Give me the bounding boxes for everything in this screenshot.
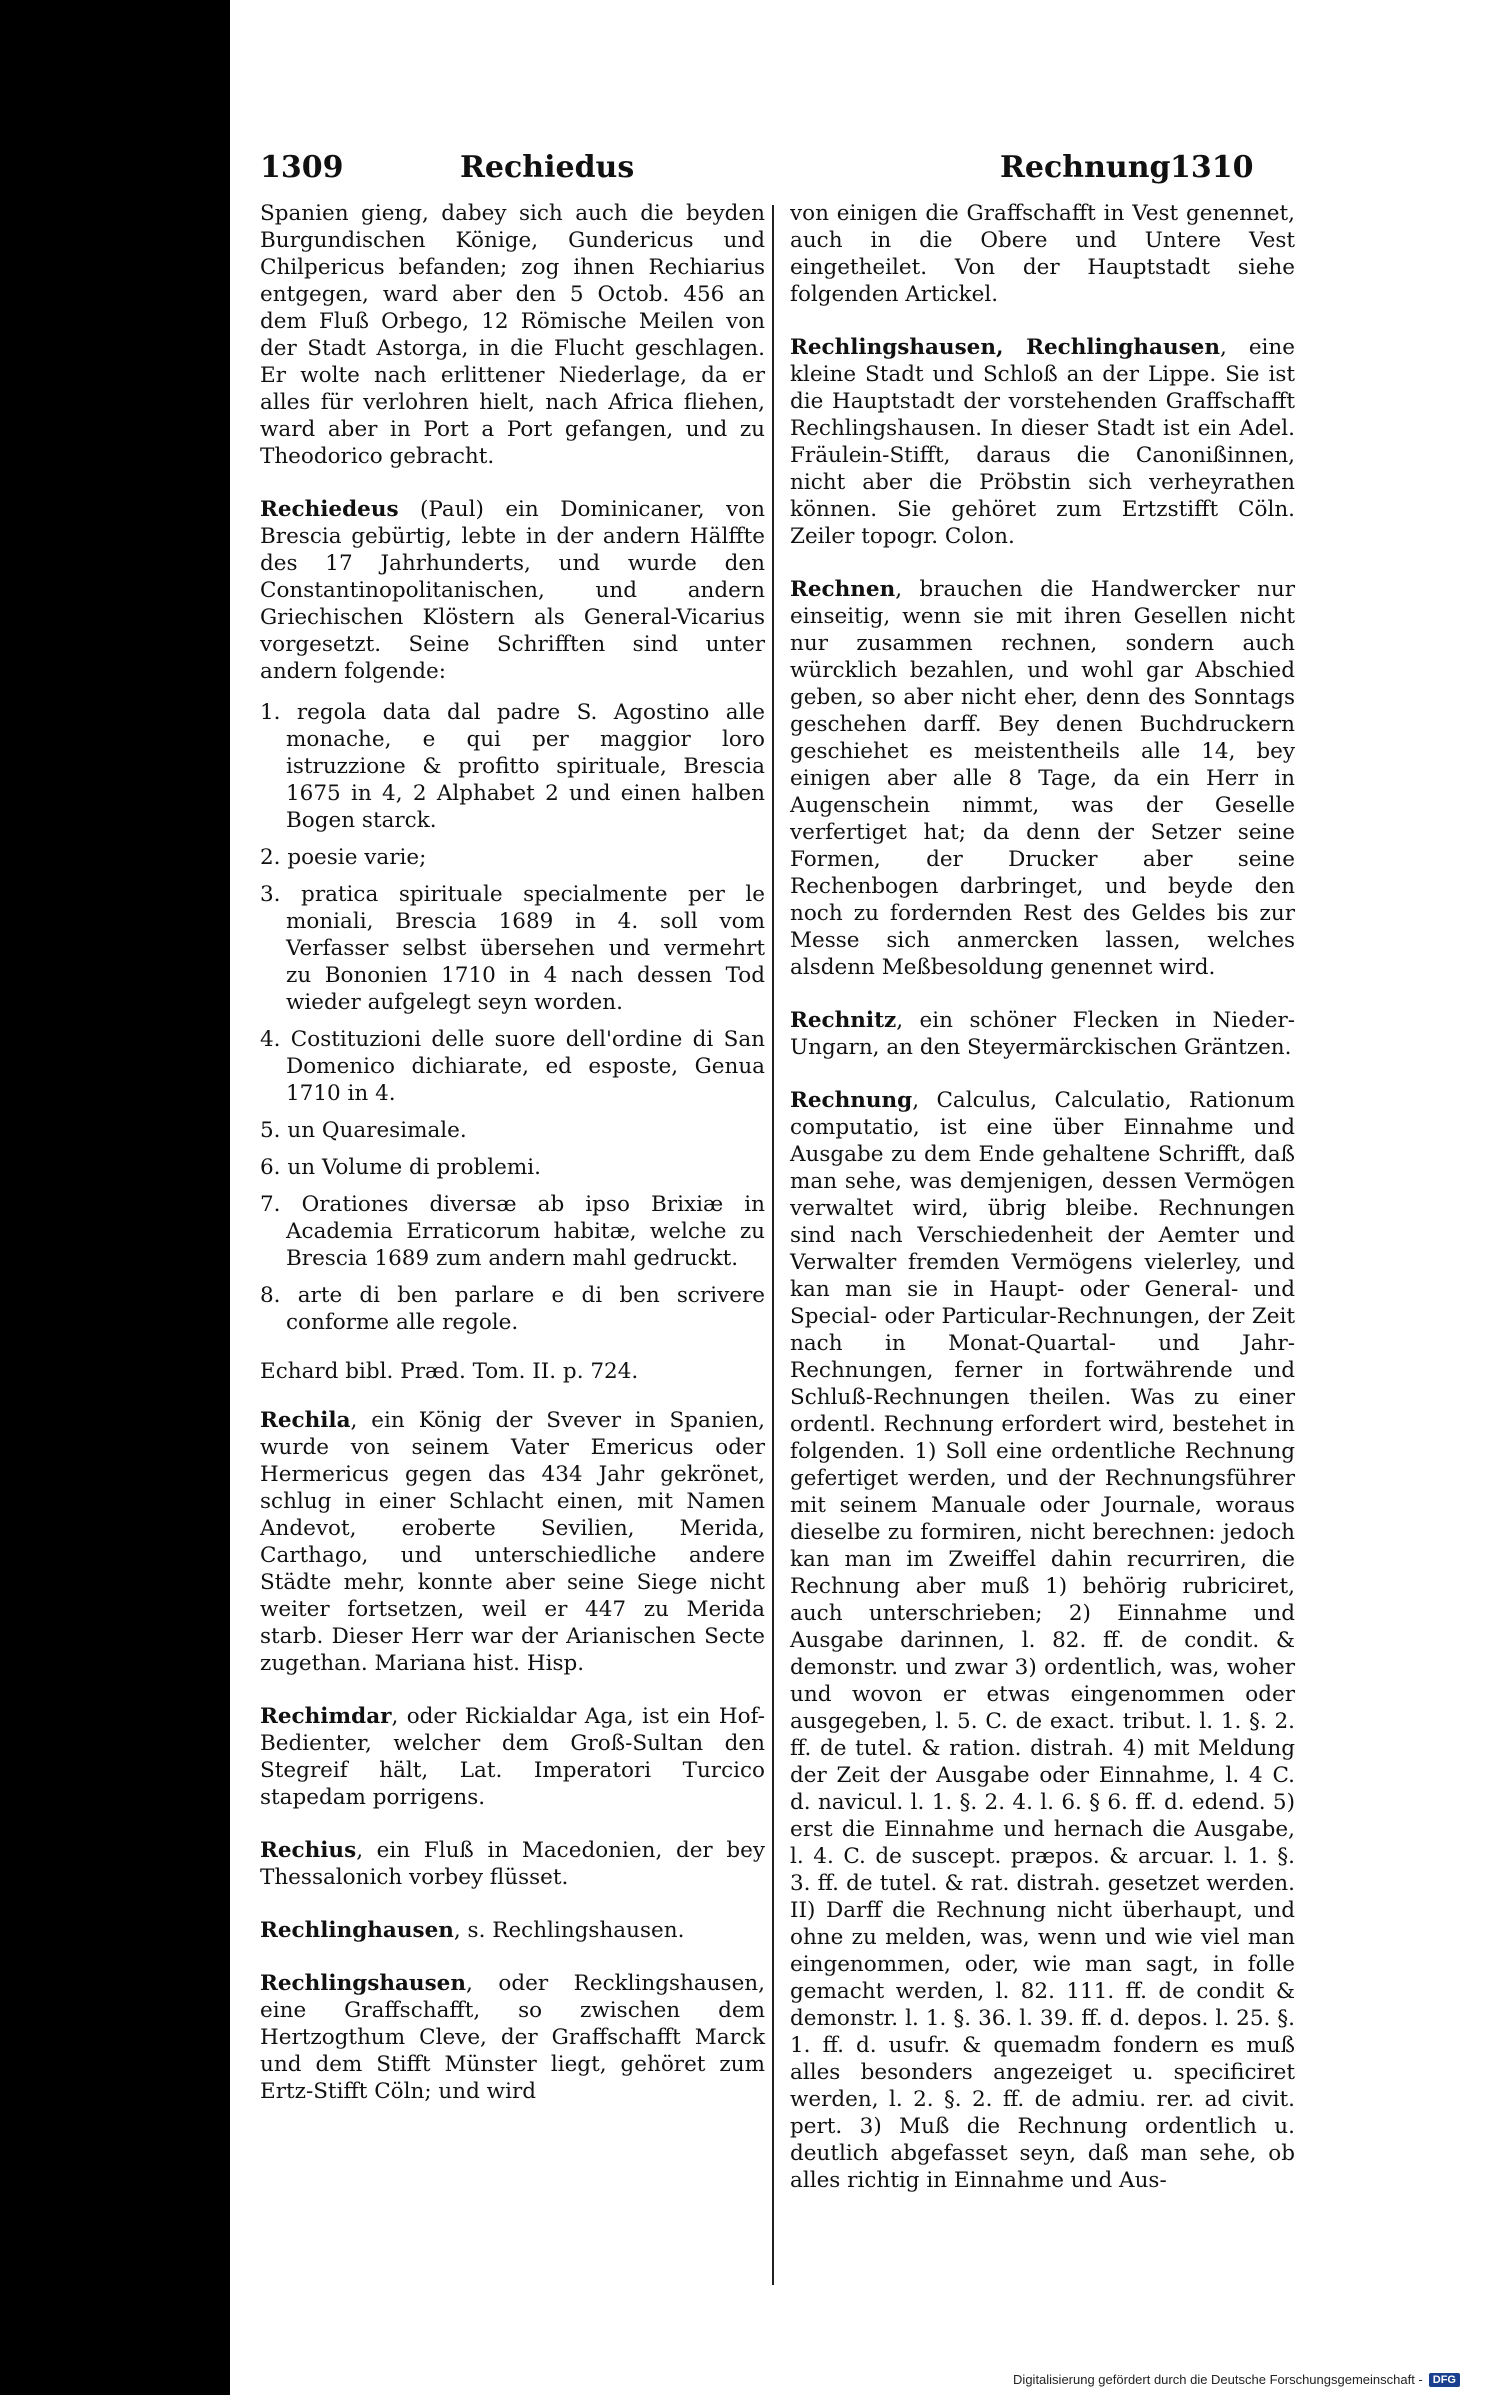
entry-rechnen [790, 576, 1295, 981]
page-number-left: 1309 [260, 150, 344, 185]
entry-rechnitz [790, 1007, 1295, 1061]
entry-text: , oder Recklingshausen, eine Graffschafft, so zwischen dem Hertzogthum Cleve, der Graffschafft Marck und dem Stifft Münster liegt, gehöret zum Ertz-Stifft Cöln; und wird [260, 1971, 765, 2104]
entry-rechlingshausen [260, 1970, 765, 2105]
entry-continuation [790, 200, 1295, 308]
entry-text: , eine kleine Stadt und Schloß an der Lippe. Sie ist die Hauptstadt der vorstehenden Graffschafft Rechlingshausen. In dieser Stadt ist ein Adel. Fräulein-Stifft, daraus die Canonißinnen, nicht aber die Pröbstin sich verheyrathen können. Sie gehöret zum Ertzstifft Cöln. Zeiler topogr. Colon. [790, 335, 1295, 549]
entry-lemma: Rechila [260, 1408, 351, 1433]
catchword-left: Rechiedus [460, 150, 635, 185]
dfg-logo: DFG [1429, 2373, 1460, 2387]
entry-text: , ein Fluß in Macedonien, der bey Thessalonich vorbey flüsset. [260, 1838, 765, 1890]
entry-text: , ein König der Svever in Spanien, wurde von seinem Vater Emericus oder Hermericus gegen das 434 Jahr gekrönet, schlug in einer Schlacht einen, mit Namen Andevot, eroberte Sevilien, Merida, Carthago, und unterschiedliche andere Städte mehr, konnte aber seine Siege nicht weiter fortsetzen, weil er 447 zu Merida starb. Dieser Herr war der Arianischen Secte zugethan. Mariana hist. Hisp. [260, 1408, 765, 1676]
entry-text: von einigen die Graffschafft in Vest genennet, auch in die Obere und Untere Vest eingetheilet. Von der Hauptstadt siehe folgenden Artickel. [790, 201, 1295, 307]
entry-lemma: Rechiedeus [260, 497, 399, 522]
digitization-credit [1013, 2372, 1460, 2387]
entry-text: (Paul) ein Dominicaner, von Brescia gebürtig, lebte in der andern Hälffte des 17 Jahrhunderts, und wurde den Constantinopolitanischen, und andern Griechischen Klöstern als General-Vicarius vorgesetzt. Seine Schrifften sind unter andern folgende: [260, 497, 765, 684]
list-item: 4. Costituzioni delle suore dell'ordine di San Domenico dichiarate, ed esposte, Genua 1710 in 4. [260, 1027, 765, 1106]
entry-lemma: Rechimdar [260, 1704, 392, 1729]
entry-text: Spanien gieng, dabey sich auch die beyden Burgundischen Könige, Gundericus und Chilpericus befanden; zog ihnen Rechiarius entgegen, ward aber den 5 Octob. 456 an dem Fluß Orbego, 12 Römische Meilen von der Stadt Astorga, in die Flucht geschlagen. Er wolte nach erlittener Niederlage, da er alles für verlohren hielt, nach Africa fliehen, ward aber in Port a Port gefangen, und zu Theodorico gebracht. [260, 201, 765, 469]
scan-border [0, 0, 230, 2395]
entry-rechnung [790, 1087, 1295, 2194]
left-column [260, 200, 765, 2320]
entry-rechiedeus [260, 496, 765, 685]
entry-text: , ein schöner Flecken in Nieder-Ungarn, an den Steyermärckischen Gräntzen. [790, 1008, 1295, 1060]
entry-rechlinghausen [260, 1917, 765, 1944]
entry-lemma: Rechius [260, 1838, 357, 1863]
entry-continuation [260, 200, 765, 470]
entry-lemma: Rechlingshausen [260, 1971, 466, 1996]
entry-rechlingshausen-town [790, 334, 1295, 550]
right-column [790, 200, 1295, 2320]
list-item: 3. pratica spirituale specialmente per le moniali, Brescia 1689 in 4. soll vom Verfasser selbst übersehen und vermehrt zu Bononien 1710 in 4 nach dessen Tod wieder aufgelegt seyn worden. [260, 882, 765, 1015]
entry-lemma: Rechlingshausen, Rechlinghausen [790, 335, 1220, 360]
entry-lemma: Rechnen [790, 577, 896, 602]
list-item: 2. poesie varie; [260, 845, 427, 870]
credit-text: Digitalisierung gefördert durch die Deutsche Forschungsgemeinschaft - [1013, 2372, 1423, 2387]
list-item: 8. arte di ben parlare e di ben scrivere conforme alle regole. [260, 1283, 765, 1335]
list-item: 1. regola data dal padre S. Agostino alle monache, e qui per maggior loro istruzzione & profitto spirituale, Brescia 1675 in 4, 2 Alphabet 2 und einen halben Bogen starck. [260, 700, 765, 833]
entry-rechila [260, 1407, 765, 1677]
bibliographic-reference: Echard bibl. Præd. Tom. II. p. 724. [260, 1359, 639, 1384]
list-item: 6. un Volume di problemi. [260, 1155, 541, 1180]
page-number-right: 1310 [1170, 150, 1254, 185]
entry-text: , Calculus, Calculatio, Rationum computatio, ist eine über Einnahme und Ausgabe zu dem Ende gehaltene Schrifft, daß man sehe, was demjenigen, dessen Vermögen verwaltet wird, übrig bleibe. Rechnungen sind nach Verschiedenheit der Aemter und Verwalter fremden Vermögens vielerley, und kan man sie in Haupt- oder General- und Special- oder Particular-Rechnungen, der Zeit nach in Monat-Quartal- und Jahr-Rechnungen, ferner in fortwährende und Schluß-Rechnungen theilen. Was zu einer ordentl. Rechnung erfordert wird, bestehet in folgenden. 1) Soll eine ordentliche Rechnung gefertiget werden, und der Rechnungsführer mit seinem Manuale oder Journale, woraus dieselbe zu formiren, nicht berechnen: jedoch kan man im Zweiffel dahin recurriren, die Rechnung aber muß 1) behörig rubriciret, auch unterschrieben; 2) Einnahme und Ausgabe darinnen, l. 82. ff. de condit. & demonstr. und zwar 3) ordentlich, was, woher und wovon er etwas eingenommen oder ausgegeben, l. 5. C. de exact. tribut. l. 1. §. 2. ff. de tutel. & ration. distrah. 4) mit Meldung der Zeit der Ausgabe oder Einnahme, l. 4 C. d. navicul. l. 1. §. 2. 4. l. 6. § 6. ff. d. edend. 5) erst die Einnahme und hernach die Ausgabe, l. 4. C. de suscept. præpos. & arcuar. l. 1. §. 3. ff. de tutel. & rat. distrah. gesetzet werden. II) Darff die Rechnung nicht überhaupt, und ohne zu melden, was, wenn und wie viel man eingenommen, oder, wie man sagt, in folle gemacht werden, l. 82. 111. ff. de condit & demonstr. l. 1. §. 36. l. 39. ff. d. depos. l. 25. §. 1. ff. d. usufr. & quemadm fondern es muß alles besonders angezeiget u. specificiret werden, l. 2. §. 2. ff. de admiu. rer. ad civit. pert. 3) Muß die Rechnung ordentlich u. deutlich abgefasset seyn, daß man sehe, ob alles richtig in Einnahme und Aus- [790, 1088, 1295, 2193]
entry-rechius [260, 1837, 765, 1891]
list-item: 7. Orationes diversæ ab ipso Brixiæ in Academia Erraticorum habitæ, welche zu Brescia 1689 zum andern mahl gedruckt. [260, 1192, 765, 1271]
entry-lemma: Rechlinghausen [260, 1918, 454, 1943]
entry-text: , s. Rechlingshausen. [453, 1918, 685, 1943]
entry-text: , oder Rickialdar Aga, ist ein Hof-Bedienter, welcher dem Groß-Sultan den Stegreif hält, Lat. Imperatori Turcico stapedam porrigens. [260, 1704, 765, 1810]
entry-lemma: Rechnung [790, 1088, 913, 1113]
works-list [260, 699, 765, 1336]
list-item: 5. un Quaresimale. [260, 1118, 467, 1143]
column-divider [772, 205, 774, 2285]
catchword-right: Rechnung [1000, 150, 1171, 185]
running-header [250, 140, 1270, 200]
entry-lemma: Rechnitz [790, 1008, 897, 1033]
entry-rechimdar [260, 1703, 765, 1811]
entry-text: , brauchen die Handwercker nur einseitig, wenn sie mit ihren Gesellen nicht nur zusammen rechnen, sondern auch würcklich bezahlen, und wohl gar Abschied geben, so aber nicht eher, denn des Sonntags geschehen darff. Bey denen Buchdruckern geschiehet es meistentheils alle 14, bey einigen aber alle 8 Tage, da ein Herr in Augenschein nimmt, was der Geselle verfertiget hat; da denn der Setzer seine Formen, der Drucker aber seine Rechenbogen darbringet, und beyde den noch zu fordernden Rest des Geldes bis zur Messe sich anmercken lassen, welches alsdenn Meßbesoldung genennet wird. [790, 577, 1295, 980]
